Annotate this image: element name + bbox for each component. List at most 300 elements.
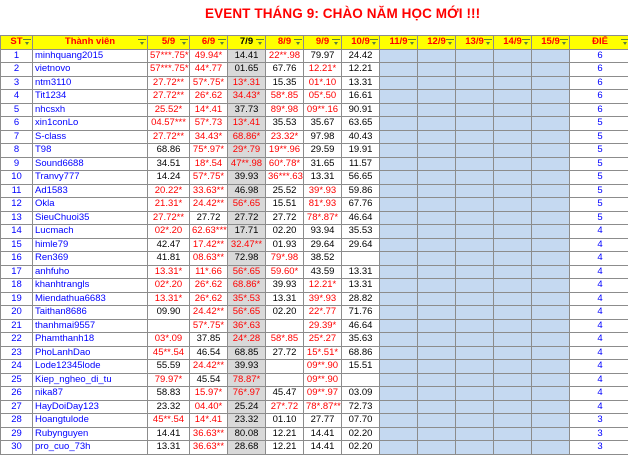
cell-value[interactable]: 68.86 [148, 144, 190, 158]
cell-value[interactable]: 12.21 [342, 63, 380, 77]
cell-empty[interactable] [456, 198, 494, 212]
cell-diem[interactable]: 4 [570, 346, 628, 360]
cell-empty[interactable] [380, 360, 418, 374]
cell-value[interactable]: 26*.62 [190, 279, 228, 293]
cell-member[interactable]: Kiep_ngheo_di_tu [33, 373, 148, 387]
cell-empty[interactable] [418, 117, 456, 131]
cell-value[interactable]: 67.76 [266, 63, 304, 77]
cell-value[interactable]: 14.41 [304, 427, 342, 441]
cell-empty[interactable] [456, 265, 494, 279]
cell-value[interactable]: 78.87* [228, 373, 266, 387]
filter-icon[interactable] [23, 38, 31, 46]
cell-empty[interactable] [494, 225, 532, 239]
cell-empty[interactable] [532, 211, 570, 225]
cell-st[interactable]: 22 [1, 333, 33, 347]
cell-empty[interactable] [494, 319, 532, 333]
cell-empty[interactable] [532, 346, 570, 360]
cell-value[interactable]: 80.08 [228, 427, 266, 441]
cell-empty[interactable] [418, 360, 456, 374]
cell-value[interactable]: 28.68 [228, 441, 266, 455]
cell-empty[interactable] [380, 306, 418, 320]
cell-value[interactable]: 20.22* [148, 184, 190, 198]
cell-empty[interactable] [380, 171, 418, 185]
cell-empty[interactable] [532, 225, 570, 239]
cell-empty[interactable] [494, 184, 532, 198]
cell-value[interactable]: 71.76 [342, 306, 380, 320]
cell-empty[interactable] [380, 373, 418, 387]
cell-empty[interactable] [380, 184, 418, 198]
cell-empty[interactable] [494, 76, 532, 90]
cell-empty[interactable] [494, 265, 532, 279]
cell-member[interactable]: Hoangtulode [33, 414, 148, 428]
cell-empty[interactable] [494, 279, 532, 293]
filter-icon[interactable] [484, 38, 492, 46]
cell-empty[interactable] [532, 400, 570, 414]
cell-empty[interactable] [380, 211, 418, 225]
cell-st[interactable]: 29 [1, 427, 33, 441]
cell-empty[interactable] [456, 238, 494, 252]
cell-value[interactable]: 26*.62 [190, 90, 228, 104]
cell-value[interactable]: 89*.98 [266, 103, 304, 117]
cell-member[interactable]: pro_cuo_73h [33, 441, 148, 455]
cell-value[interactable]: 19.91 [342, 144, 380, 158]
cell-value[interactable]: 27*.72 [266, 400, 304, 414]
cell-empty[interactable] [456, 279, 494, 293]
cell-value[interactable]: 56*.65 [228, 306, 266, 320]
cell-member[interactable]: Lode12345lode [33, 360, 148, 374]
header-date-14-9[interactable] [494, 36, 532, 50]
cell-value[interactable]: 27.72 [266, 211, 304, 225]
cell-member[interactable]: minhquang2015 [33, 49, 148, 63]
cell-empty[interactable] [532, 292, 570, 306]
cell-st[interactable]: 18 [1, 279, 33, 293]
cell-value[interactable]: 62.63*** [190, 225, 228, 239]
cell-value[interactable]: 29.59 [304, 144, 342, 158]
cell-empty[interactable] [494, 211, 532, 225]
header-date-13-9[interactable] [456, 36, 494, 50]
cell-diem[interactable]: 6 [570, 63, 628, 77]
cell-value[interactable]: 36*.63 [228, 319, 266, 333]
cell-empty[interactable] [494, 292, 532, 306]
cell-value[interactable]: 46.98 [228, 184, 266, 198]
cell-diem[interactable]: 4 [570, 387, 628, 401]
cell-empty[interactable] [494, 103, 532, 117]
cell-value[interactable]: 23.32 [228, 414, 266, 428]
cell-empty[interactable] [456, 157, 494, 171]
cell-value[interactable]: 11*.66 [190, 265, 228, 279]
cell-st[interactable]: 7 [1, 130, 33, 144]
cell-value[interactable]: 26*.62 [190, 292, 228, 306]
cell-value[interactable]: 81*.93 [304, 198, 342, 212]
cell-st[interactable]: 20 [1, 306, 33, 320]
cell-value[interactable]: 09**.16 [304, 103, 342, 117]
cell-value[interactable]: 02*.20 [148, 279, 190, 293]
cell-empty[interactable] [456, 76, 494, 90]
cell-empty[interactable] [380, 319, 418, 333]
cell-empty[interactable] [494, 252, 532, 266]
filter-icon[interactable] [522, 38, 530, 46]
cell-empty[interactable] [532, 144, 570, 158]
cell-empty[interactable] [456, 184, 494, 198]
cell-value[interactable]: 13*.41 [228, 117, 266, 131]
cell-empty[interactable] [456, 292, 494, 306]
cell-empty[interactable] [456, 90, 494, 104]
cell-empty[interactable] [418, 103, 456, 117]
cell-diem[interactable]: 6 [570, 49, 628, 63]
cell-value[interactable]: 27.72 [266, 346, 304, 360]
cell-empty[interactable] [532, 252, 570, 266]
cell-st[interactable]: 28 [1, 414, 33, 428]
cell-value[interactable]: 63.65 [342, 117, 380, 131]
cell-empty[interactable] [380, 103, 418, 117]
cell-value[interactable]: 27.72** [148, 90, 190, 104]
cell-value[interactable]: 01.10 [266, 414, 304, 428]
cell-value[interactable]: 09.90 [148, 306, 190, 320]
cell-value[interactable]: 11.57 [342, 157, 380, 171]
cell-empty[interactable] [532, 184, 570, 198]
cell-empty[interactable] [380, 117, 418, 131]
cell-value[interactable]: 45.54 [190, 373, 228, 387]
cell-value[interactable] [342, 252, 380, 266]
cell-empty[interactable] [494, 360, 532, 374]
cell-empty[interactable] [494, 130, 532, 144]
cell-value[interactable]: 68.86* [228, 130, 266, 144]
cell-diem[interactable]: 6 [570, 103, 628, 117]
cell-diem[interactable]: 4 [570, 400, 628, 414]
cell-value[interactable]: 27.72** [148, 211, 190, 225]
cell-value[interactable]: 09**.90 [304, 360, 342, 374]
cell-value[interactable]: 25*.27 [304, 333, 342, 347]
cell-value[interactable]: 13.31* [148, 292, 190, 306]
cell-value[interactable]: 15.97* [190, 387, 228, 401]
cell-value[interactable]: 29.64 [304, 238, 342, 252]
cell-st[interactable]: 8 [1, 144, 33, 158]
cell-empty[interactable] [418, 441, 456, 455]
cell-value[interactable]: 14.41 [228, 49, 266, 63]
cell-empty[interactable] [380, 252, 418, 266]
cell-member[interactable]: vietnovo [33, 63, 148, 77]
cell-empty[interactable] [418, 414, 456, 428]
cell-diem[interactable]: 5 [570, 171, 628, 185]
header-date-9-9[interactable] [304, 36, 342, 50]
cell-empty[interactable] [456, 319, 494, 333]
cell-value[interactable]: 67.76 [342, 198, 380, 212]
cell-member[interactable]: Ad1583 [33, 184, 148, 198]
cell-value[interactable]: 43.59 [304, 265, 342, 279]
cell-empty[interactable] [380, 387, 418, 401]
cell-empty[interactable] [380, 63, 418, 77]
cell-empty[interactable] [456, 144, 494, 158]
cell-empty[interactable] [494, 198, 532, 212]
cell-empty[interactable] [456, 306, 494, 320]
cell-empty[interactable] [456, 400, 494, 414]
cell-empty[interactable] [494, 373, 532, 387]
cell-value[interactable]: 42.47 [148, 238, 190, 252]
cell-st[interactable]: 2 [1, 63, 33, 77]
cell-empty[interactable] [418, 346, 456, 360]
cell-empty[interactable] [418, 292, 456, 306]
cell-empty[interactable] [380, 414, 418, 428]
cell-st[interactable]: 6 [1, 117, 33, 131]
cell-empty[interactable] [494, 387, 532, 401]
cell-empty[interactable] [418, 427, 456, 441]
cell-empty[interactable] [494, 157, 532, 171]
cell-diem[interactable]: 4 [570, 292, 628, 306]
cell-diem[interactable]: 5 [570, 211, 628, 225]
cell-empty[interactable] [456, 211, 494, 225]
cell-value[interactable]: 34.51 [148, 157, 190, 171]
cell-empty[interactable] [494, 49, 532, 63]
cell-value[interactable]: 23.32 [148, 400, 190, 414]
cell-empty[interactable] [418, 306, 456, 320]
cell-value[interactable]: 56*.65 [228, 198, 266, 212]
cell-value[interactable]: 41.81 [148, 252, 190, 266]
cell-value[interactable]: 28.82 [342, 292, 380, 306]
cell-value[interactable]: 29*.79 [228, 144, 266, 158]
cell-empty[interactable] [532, 319, 570, 333]
cell-empty[interactable] [532, 279, 570, 293]
cell-empty[interactable] [380, 346, 418, 360]
cell-value[interactable]: 25.52 [266, 184, 304, 198]
cell-value[interactable]: 17.42** [190, 238, 228, 252]
cell-empty[interactable] [380, 265, 418, 279]
cell-value[interactable]: 18*.54 [190, 157, 228, 171]
cell-value[interactable]: 13.31 [304, 171, 342, 185]
header-st[interactable] [1, 36, 33, 50]
cell-empty[interactable] [532, 117, 570, 131]
cell-value[interactable]: 08.63** [190, 252, 228, 266]
cell-value[interactable]: 03*.09 [148, 333, 190, 347]
cell-value[interactable]: 58*.85 [266, 333, 304, 347]
cell-value[interactable]: 12.21* [304, 63, 342, 77]
header-name[interactable] [33, 36, 148, 50]
cell-st[interactable]: 4 [1, 90, 33, 104]
cell-value[interactable]: 21.31* [148, 198, 190, 212]
cell-empty[interactable] [380, 292, 418, 306]
cell-value[interactable]: 37.85 [190, 333, 228, 347]
cell-empty[interactable] [456, 427, 494, 441]
cell-diem[interactable]: 4 [570, 238, 628, 252]
cell-value[interactable]: 56.65 [342, 171, 380, 185]
cell-value[interactable]: 35.63 [342, 333, 380, 347]
cell-st[interactable]: 1 [1, 49, 33, 63]
cell-member[interactable]: SieuChuoi35 [33, 211, 148, 225]
cell-member[interactable]: himle79 [33, 238, 148, 252]
cell-empty[interactable] [494, 63, 532, 77]
cell-diem[interactable]: 3 [570, 427, 628, 441]
cell-value[interactable]: 22**.98 [266, 49, 304, 63]
header-date-12-9[interactable] [418, 36, 456, 50]
cell-diem[interactable]: 4 [570, 373, 628, 387]
cell-empty[interactable] [418, 49, 456, 63]
cell-empty[interactable] [494, 346, 532, 360]
cell-empty[interactable] [418, 76, 456, 90]
cell-empty[interactable] [380, 157, 418, 171]
cell-value[interactable]: 24.42** [190, 198, 228, 212]
cell-value[interactable]: 25.52* [148, 103, 190, 117]
cell-st[interactable]: 21 [1, 319, 33, 333]
cell-empty[interactable] [418, 387, 456, 401]
cell-st[interactable]: 13 [1, 211, 33, 225]
cell-empty[interactable] [532, 427, 570, 441]
cell-value[interactable]: 02.20 [342, 427, 380, 441]
cell-member[interactable]: Tranvy777 [33, 171, 148, 185]
cell-st[interactable]: 26 [1, 387, 33, 401]
cell-member[interactable]: ntm3110 [33, 76, 148, 90]
cell-value[interactable]: 39*.93 [304, 184, 342, 198]
cell-value[interactable]: 68.85 [228, 346, 266, 360]
cell-empty[interactable] [418, 130, 456, 144]
cell-value[interactable]: 40.43 [342, 130, 380, 144]
cell-value[interactable]: 14.24 [148, 171, 190, 185]
cell-empty[interactable] [380, 427, 418, 441]
filter-icon[interactable] [294, 38, 302, 46]
header-date-5-9[interactable] [148, 36, 190, 50]
cell-member[interactable]: Sound6688 [33, 157, 148, 171]
cell-value[interactable]: 39*.93 [304, 292, 342, 306]
filter-icon[interactable] [560, 38, 568, 46]
cell-empty[interactable] [532, 360, 570, 374]
cell-empty[interactable] [532, 90, 570, 104]
cell-empty[interactable] [532, 103, 570, 117]
cell-empty[interactable] [456, 103, 494, 117]
cell-diem[interactable]: 3 [570, 441, 628, 455]
cell-value[interactable]: 32.47** [228, 238, 266, 252]
cell-empty[interactable] [532, 171, 570, 185]
cell-empty[interactable] [494, 414, 532, 428]
cell-empty[interactable] [532, 414, 570, 428]
cell-value[interactable]: 01.65 [228, 63, 266, 77]
header-date-10-9[interactable] [342, 36, 380, 50]
cell-empty[interactable] [532, 441, 570, 455]
cell-value[interactable]: 36.63** [190, 427, 228, 441]
cell-value[interactable]: 15.35 [266, 76, 304, 90]
cell-value[interactable]: 39.93 [266, 279, 304, 293]
cell-empty[interactable] [494, 400, 532, 414]
cell-empty[interactable] [456, 373, 494, 387]
cell-member[interactable]: anhfuho [33, 265, 148, 279]
cell-value[interactable]: 57*.75* [190, 76, 228, 90]
cell-value[interactable]: 17.71 [228, 225, 266, 239]
cell-empty[interactable] [380, 144, 418, 158]
cell-value[interactable]: 13.31 [342, 76, 380, 90]
cell-empty[interactable] [418, 279, 456, 293]
cell-value[interactable]: 56*.65 [228, 265, 266, 279]
cell-empty[interactable] [418, 63, 456, 77]
cell-value[interactable]: 13.31 [342, 265, 380, 279]
cell-value[interactable]: 75*.97* [190, 144, 228, 158]
cell-diem[interactable]: 5 [570, 198, 628, 212]
cell-value[interactable]: 01*.10 [304, 76, 342, 90]
header-date-6-9[interactable] [190, 36, 228, 50]
cell-value[interactable]: 02*.20 [148, 225, 190, 239]
cell-value[interactable]: 04.40* [190, 400, 228, 414]
cell-value[interactable]: 35*.53 [228, 292, 266, 306]
cell-value[interactable]: 79.97* [148, 373, 190, 387]
cell-value[interactable]: 34.43* [228, 90, 266, 104]
cell-empty[interactable] [494, 117, 532, 131]
cell-st[interactable]: 11 [1, 184, 33, 198]
cell-empty[interactable] [456, 49, 494, 63]
cell-st[interactable]: 23 [1, 346, 33, 360]
cell-member[interactable]: Tit1234 [33, 90, 148, 104]
header-date-7-9[interactable] [228, 36, 266, 50]
cell-empty[interactable] [456, 117, 494, 131]
cell-value[interactable]: 39.93 [228, 171, 266, 185]
cell-value[interactable]: 14.41 [148, 427, 190, 441]
cell-value[interactable]: 35.53 [342, 225, 380, 239]
cell-value[interactable]: 01.93 [266, 238, 304, 252]
cell-member[interactable]: Lucmach [33, 225, 148, 239]
filter-icon[interactable] [446, 38, 454, 46]
cell-value[interactable]: 13.31 [266, 292, 304, 306]
cell-empty[interactable] [380, 90, 418, 104]
cell-value[interactable]: 58.83 [148, 387, 190, 401]
cell-empty[interactable] [380, 198, 418, 212]
cell-empty[interactable] [418, 333, 456, 347]
cell-empty[interactable] [532, 373, 570, 387]
cell-value[interactable]: 55.59 [148, 360, 190, 374]
cell-value[interactable]: 79.97 [304, 49, 342, 63]
cell-member[interactable]: PhoLanhDao [33, 346, 148, 360]
cell-value[interactable]: 68.86 [342, 346, 380, 360]
cell-empty[interactable] [418, 319, 456, 333]
cell-st[interactable]: 19 [1, 292, 33, 306]
cell-empty[interactable] [532, 238, 570, 252]
cell-empty[interactable] [532, 198, 570, 212]
cell-value[interactable]: 14*.41 [190, 414, 228, 428]
cell-value[interactable]: 33.63** [190, 184, 228, 198]
cell-empty[interactable] [494, 171, 532, 185]
cell-value[interactable]: 05*.50 [304, 90, 342, 104]
cell-value[interactable]: 78*.87* [304, 211, 342, 225]
cell-member[interactable]: T98 [33, 144, 148, 158]
cell-value[interactable]: 76*.97 [228, 387, 266, 401]
filter-icon[interactable] [408, 38, 416, 46]
cell-value[interactable]: 15.51 [342, 360, 380, 374]
cell-value[interactable] [266, 373, 304, 387]
cell-empty[interactable] [418, 400, 456, 414]
cell-value[interactable] [148, 319, 190, 333]
cell-member[interactable]: Rubynguyen [33, 427, 148, 441]
cell-value[interactable]: 12.21 [266, 441, 304, 455]
cell-empty[interactable] [418, 90, 456, 104]
cell-value[interactable]: 27.72** [148, 76, 190, 90]
cell-empty[interactable] [418, 157, 456, 171]
cell-value[interactable]: 78*.87** [304, 400, 342, 414]
cell-diem[interactable]: 5 [570, 184, 628, 198]
cell-value[interactable]: 45**.54 [148, 414, 190, 428]
cell-empty[interactable] [456, 360, 494, 374]
cell-empty[interactable] [532, 387, 570, 401]
cell-value[interactable]: 03.09 [342, 387, 380, 401]
cell-member[interactable]: Taithan8686 [33, 306, 148, 320]
cell-empty[interactable] [380, 400, 418, 414]
cell-st[interactable]: 16 [1, 252, 33, 266]
header-diem[interactable] [570, 36, 628, 50]
cell-value[interactable]: 14.41 [304, 441, 342, 455]
cell-value[interactable]: 72.98 [228, 252, 266, 266]
header-date-11-9[interactable] [380, 36, 418, 50]
cell-value[interactable]: 46.64 [342, 211, 380, 225]
cell-value[interactable]: 45.47 [266, 387, 304, 401]
cell-empty[interactable] [456, 333, 494, 347]
cell-empty[interactable] [418, 225, 456, 239]
cell-st[interactable]: 3 [1, 76, 33, 90]
cell-empty[interactable] [418, 238, 456, 252]
cell-value[interactable]: 13.31 [342, 279, 380, 293]
cell-empty[interactable] [456, 171, 494, 185]
